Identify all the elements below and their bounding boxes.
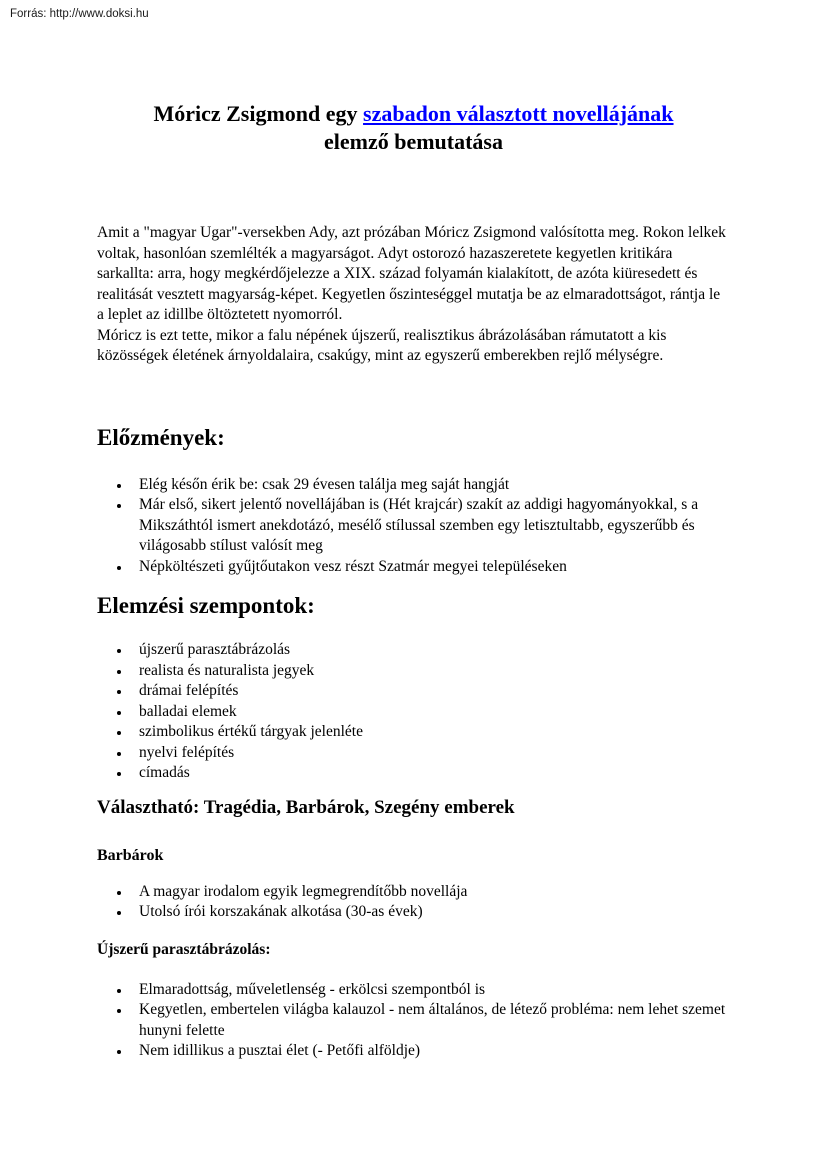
list-item: • Utolsó írói korszakának alkotása (30-as évek) xyxy=(131,902,730,923)
barbarok-bullet-list xyxy=(97,882,730,923)
intro-paragraph-2: Móricz is ezt tette, mikor a falu népének újszerű, realisztikus ábrázolásában rámutatott a kis közösségek életének árnyoldalaira, csakúgy, mint az egyszerű emberekben rejlő mélységre. xyxy=(97,326,667,364)
section-heading-elozmenyek: Előzmények: xyxy=(97,424,225,450)
list-item: • szimbolikus értékű tárgyak jelenléte xyxy=(131,722,730,743)
list-item: • drámai felépítés xyxy=(131,681,730,702)
list-item: • Népköltészeti gyűjtőutakon vesz részt Szatmár megyei településeken xyxy=(131,557,730,578)
list-item: • balladai elemek xyxy=(131,702,730,723)
section-heading-elemzesi-szempontok: Elemzési szempontok: xyxy=(97,593,315,618)
list-item: • nyelvi felépítés xyxy=(131,743,730,764)
list-item: • Elég későn érik be: csak 29 évesen találja meg saját hangját xyxy=(131,475,730,496)
list-item: • Kegyetlen, embertelen világba kalauzol - nem általános, de létező probléma: nem lehet szemet hunyni felette xyxy=(131,1000,730,1041)
intro-paragraphs xyxy=(97,223,730,367)
list-item: • Már első, sikert jelentő novellájában is (Hét krajcár) szakít az addigi hagyományokkal, s a Mikszáthtól ismert anekdotázó, mesélő stílussal szemben egy letisztultabb, egyszerűbb és világosabb stílust valósít meg xyxy=(131,495,730,557)
page-title-prefix: Móricz Zsigmond egy xyxy=(153,101,364,126)
page-title-line2: elemző bemutatása xyxy=(323,129,503,154)
title-link[interactable]: szabadon választott novellájának xyxy=(363,101,674,126)
subsection-heading-ujszeru-parasztabrazolas: Újszerű parasztábrázolás: xyxy=(97,940,271,958)
list-item: • címadás xyxy=(131,763,730,784)
intro-paragraph-1: Amit a "magyar Ugar"-versekben Ady, azt prózában Móricz Zsigmond valósította meg. Rokon lelkek voltak, hasonlóan szemlélték a magyarságot. Adyt ostorozó hazaszeretete kegyetlen kritikára sarkallta: arra, hogy megkérdőjelezze a XIX. század folyamán kialakított, de azóta kiüresedett és realitását vesztett magyarság-képet. Kegyetlen őszinteséggel mutatja be az elmaradottságot, rántja le a leplet az idillbe öltöztetett nyomorról. xyxy=(97,224,726,323)
list-item: • újszerű parasztábrázolás xyxy=(131,640,730,661)
list-item: • realista és naturalista jegyek xyxy=(131,661,730,682)
choice-heading: Választható: Tragédia, Barbárok, Szegény emberek xyxy=(97,796,515,818)
list-item: • A magyar irodalom egyik legmegrendítőbb novellája xyxy=(131,882,730,903)
ujszeru-parasztabrazolas-bullet-list xyxy=(97,980,730,1062)
list-item: • Elmaradottság, műveletlenség - erkölcsi szempontból is xyxy=(131,980,730,1001)
elozmenyek-bullet-list xyxy=(97,475,730,578)
list-item: • Nem idillikus a pusztai élet (- Petőfi alföldje) xyxy=(131,1041,730,1062)
page-title-line1 xyxy=(97,100,730,128)
subsection-heading-barbarok: Barbárok xyxy=(97,846,164,864)
elemzesi-szempontok-bullet-list xyxy=(97,640,730,784)
page-title xyxy=(97,0,730,156)
source-url-label: Forrás: http://www.doksi.hu xyxy=(10,8,149,20)
